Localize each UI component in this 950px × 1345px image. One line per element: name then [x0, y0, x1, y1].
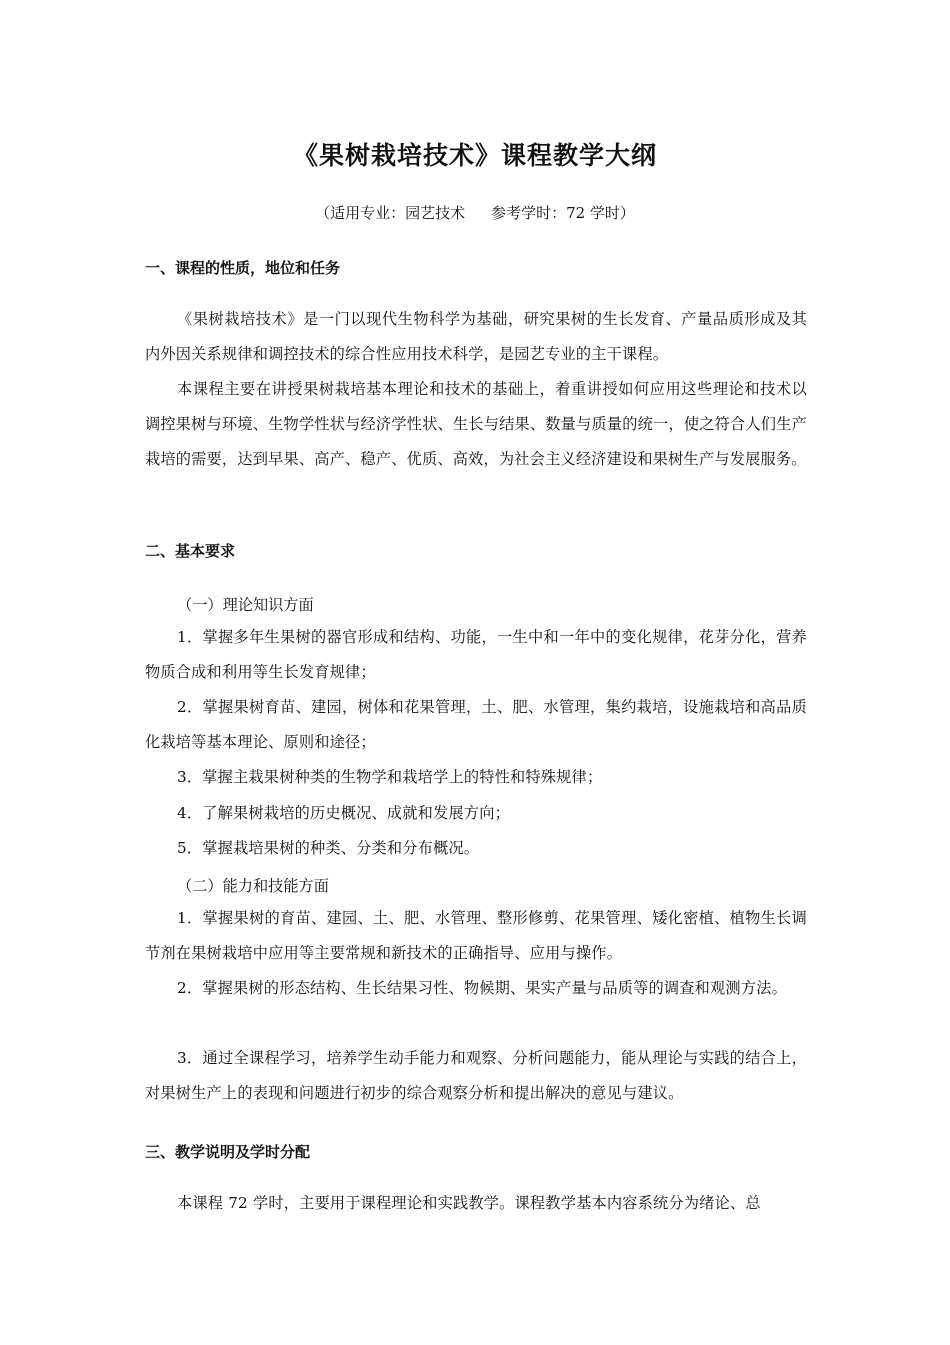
section-heading-nature: 一、课程的性质，地位和任务: [145, 259, 341, 277]
section-heading-teaching: 三、教学说明及学时分配: [145, 1143, 311, 1161]
subtitle-hours: 参考学时：72 学时）: [491, 204, 635, 222]
list-item-skill-1: 1．掌握果树的育苗、建园、土、肥、水管理、整形修剪、花果管理、矮化密植、植物生长调节剂在果树栽培中应用等主要常规和新技术的正确指导、应用与操作。: [145, 909, 807, 962]
document-subtitle: [0, 202, 950, 223]
document-title: 《果树栽培技术》课程教学大纲: [292, 141, 657, 170]
list-item-skill-3: 3．通过全课程学习，培养学生动手能力和观察、分析问题能力，能从理论与实践的结合上，对果树生产上的表现和问题进行初步的综合观察分析和提出解决的意见与建议。: [145, 1049, 807, 1102]
subtitle-major: （适用专业：园艺技术: [315, 204, 466, 222]
list-item-theory-5: 5．掌握栽培果树的种类、分类和分布概况。: [177, 839, 480, 857]
paragraph-course-tasks: 本课程主要在讲授果树栽培基本理论和技术的基础上，着重讲授如何应用这些理论和技术以调控果树与环境、生物学性状与经济学性状、生长与结果、数量与质量的统一，使之符合人们生产栽培的需要，达到早果、高产、稳产、优质、高效，为社会主义经济建设和果树生产与发展服务。: [145, 380, 807, 468]
list-item-theory-1: 1．掌握多年生果树的器官形成和结构、功能，一生中和一年中的变化规律，花芽分化，营养物质合成和利用等生长发育规律；: [145, 628, 807, 681]
list-item-theory-4: 4．了解果树栽培的历史概况、成就和发展方向；: [177, 804, 511, 822]
subheading-skills: （二）能力和技能方面: [177, 877, 329, 895]
paragraph-course-intro: 《果树栽培技术》是一门以现代生物科学为基础，研究果树的生长发育、产量品质形成及其内外因关系规律和调控技术的综合性应用技术科学，是园艺专业的主干课程。: [145, 310, 807, 363]
list-item-theory-3: 3．掌握主栽果树种类的生物学和栽培学上的特性和特殊规律；: [177, 768, 603, 786]
subheading-theory: （一）理论知识方面: [177, 596, 314, 614]
list-item-skill-2: 2．掌握果树的形态结构、生长结果习性、物候期、果实产量与品质等的调查和观测方法。: [177, 979, 787, 997]
list-item-theory-2: 2．掌握果树育苗、建园，树体和花果管理，土、肥、水管理，集约栽培，设施栽培和高品质化栽培等基本理论、原则和途径；: [145, 698, 807, 751]
paragraph-teaching-hours: 本课程 72 学时，主要用于课程理论和实践教学。课程教学基本内容系统分为绪论、总: [177, 1194, 761, 1212]
section-heading-requirements: 二、基本要求: [145, 542, 236, 560]
